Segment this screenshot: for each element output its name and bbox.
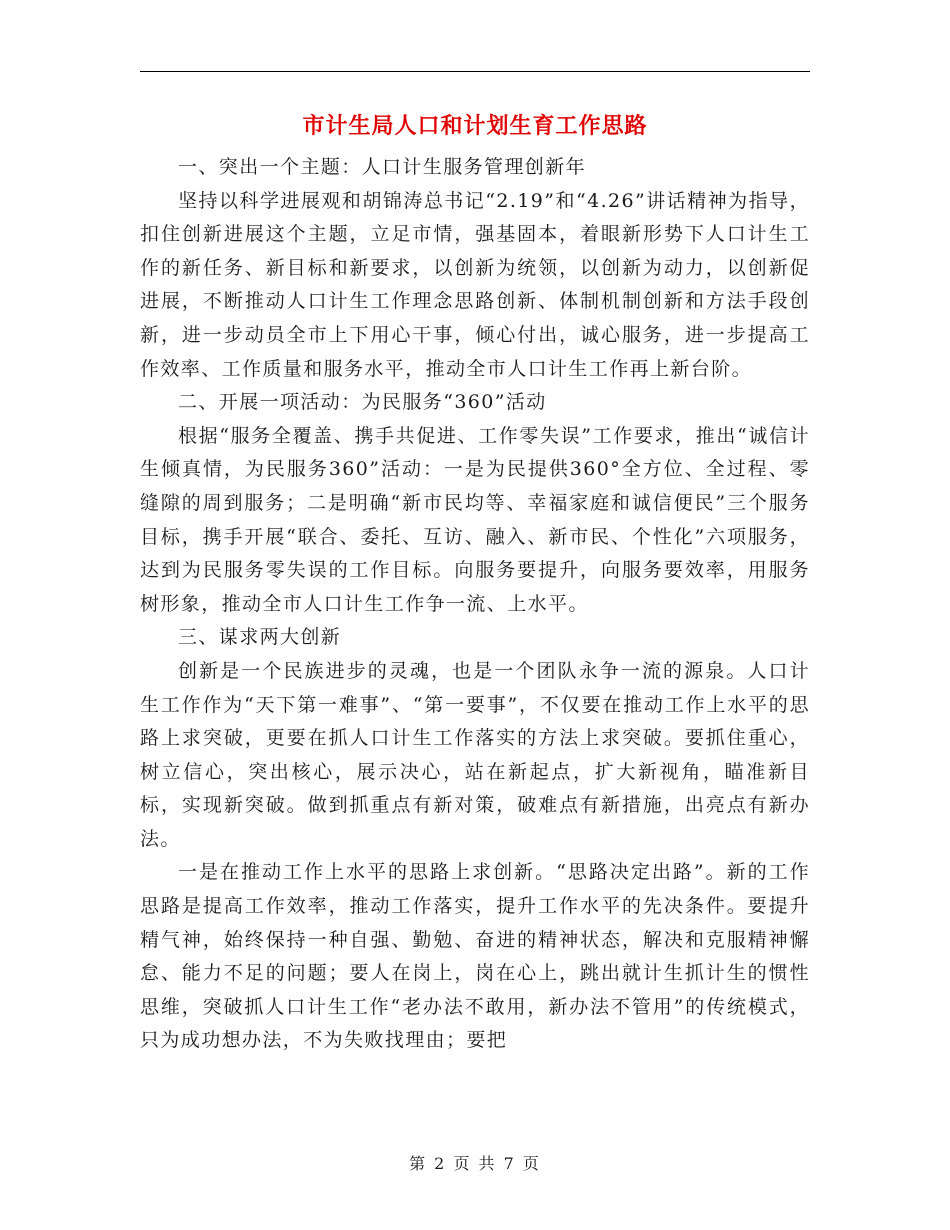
body-paragraph: 创新是一个民族进步的灵魂，也是一个团队永争一流的源泉。人口计生工作作为“天下第一难事”、“第一要事”，不仅要在推动工作上水平的思路上求突破，更要在抓人口计生工作落实的方法上求突破。要抓住重心，树立信心，突出核心，展示决心，站在新起点，扩大新视角，瞄准新目标，实现新突破。做到抓重点有新对策，破难点有新措施，出亮点有新办法。 [140, 659, 810, 850]
document-title: 市计生局人口和计划生育工作思路 [302, 113, 648, 139]
document-body [140, 151, 810, 1058]
header-rule [140, 71, 810, 72]
section-heading-3: 三、谋求两大创新 [178, 626, 342, 649]
body-paragraph: 一是在推动工作上水平的思路上求创新。“思路决定出路”。新的工作思路是提高工作效率，推动工作落实，提升工作水平的先决条件。要提升精气神，始终保持一种自强、勤勉、奋进的精神状态，解决和克服精神懈怠、能力不足的问题；要人在岗上，岗在心上，跳出就计生抓计生的惯性思维，突破抓人口计生工作“老办法不敢用，新办法不管用”的传统模式，只为成功想办法，不为失败找理由；要把 [140, 861, 810, 1052]
body-paragraph: 根据“服务全覆盖、携手共促进、工作零失误”工作要求，推出“诚信计生倾真情，为民服务360”活动：一是为民提供360°全方位、全过程、零缝隙的周到服务；二是明确“新市民均等、幸福家庭和诚信便民”三个服务目标，携手开展“联合、委托、互访、融入、新市民、个性化”六项服务，达到为民服务零失误的工作目标。向服务要提升，向服务要效率，用服务树形象，推动全市人口计生工作争一流、上水平。 [140, 424, 810, 615]
page-number: 第 2 页 共 7 页 [409, 1154, 541, 1173]
body-paragraph: 坚持以科学进展观和胡锦涛总书记“2.19”和“4.26”讲话精神为指导，扣住创新进展这个主题，立足市情，强基固本，着眼新形势下人口计生工作的新任务、新目标和新要求，以创新为统领，以创新为动力，以创新促进展，不断推动人口计生工作理念思路创新、体制机制创新和方法手段创新，进一步动员全市上下用心干事，倾心付出，诚心服务，进一步提高工作效率、工作质量和服务水平，推动全市人口计生工作再上新台阶。 [140, 189, 810, 380]
section-heading-2: 二、开展一项活动：为民服务“360”活动 [178, 391, 547, 414]
section-heading-1: 一、突出一个主题：人口计生服务管理创新年 [178, 156, 587, 178]
